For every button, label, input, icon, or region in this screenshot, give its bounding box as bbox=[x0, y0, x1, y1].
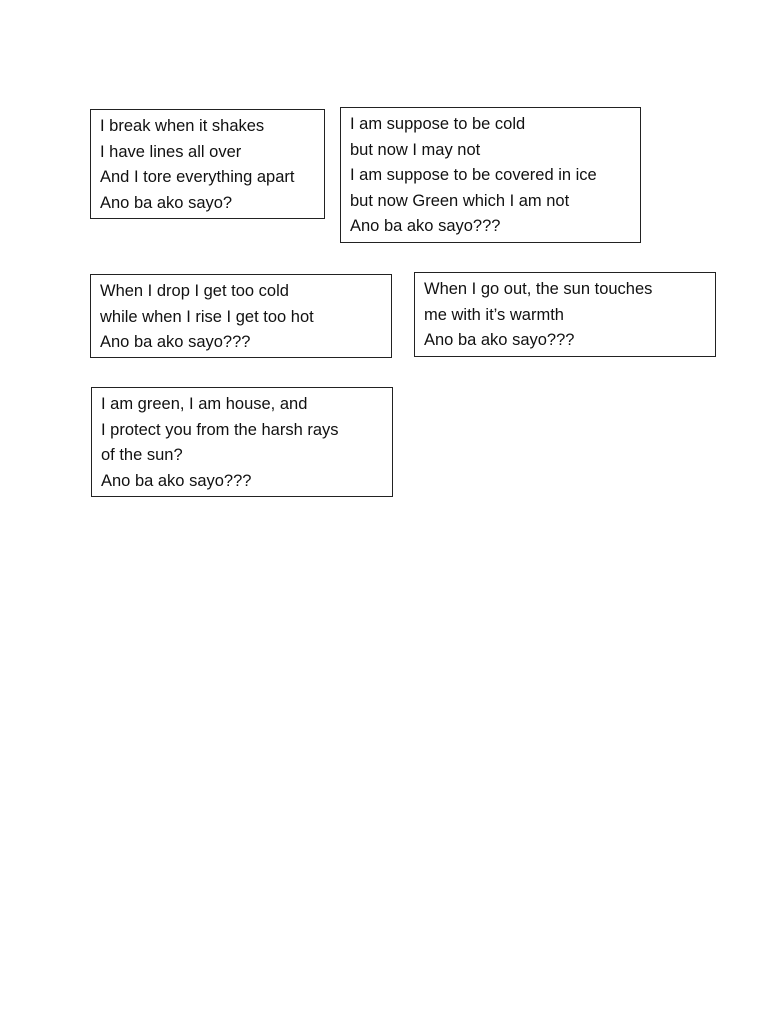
riddle-line: while when I rise I get too hot bbox=[100, 307, 314, 326]
riddle-question: Ano ba ako sayo? bbox=[100, 193, 233, 212]
riddle-line: of the sun? bbox=[101, 446, 183, 464]
riddle-line: I have lines all over bbox=[100, 142, 242, 161]
riddle-box-polar-ice bbox=[340, 107, 641, 243]
riddle-line: but now Green which I am not bbox=[350, 191, 570, 210]
riddle-box-temperature bbox=[90, 274, 392, 358]
riddle-line: I break when it shakes bbox=[100, 117, 265, 135]
riddle-question: Ano ba ako sayo??? bbox=[350, 217, 501, 235]
riddle-line: I am suppose to be cold bbox=[350, 115, 526, 133]
riddle-question: Ano ba ako sayo??? bbox=[100, 333, 251, 351]
riddle-line: When I drop I get too cold bbox=[100, 282, 289, 300]
riddle-box-earthquake bbox=[90, 109, 325, 219]
riddle-line: When I go out, the sun touches bbox=[424, 280, 653, 298]
riddle-line: And I tore everything apart bbox=[100, 168, 295, 186]
riddle-line: me with it’s warmth bbox=[424, 305, 564, 324]
riddle-line: I protect you from the harsh rays bbox=[101, 420, 339, 439]
riddle-box-greenhouse bbox=[91, 387, 393, 497]
riddle-question: Ano ba ako sayo??? bbox=[101, 471, 252, 490]
riddle-line: but now I may not bbox=[350, 140, 481, 159]
riddle-line: I am suppose to be covered in ice bbox=[350, 166, 597, 184]
riddle-line: I am green, I am house, and bbox=[101, 395, 308, 413]
riddle-box-sunlight bbox=[414, 272, 716, 357]
riddle-question: Ano ba ako sayo??? bbox=[424, 331, 575, 349]
